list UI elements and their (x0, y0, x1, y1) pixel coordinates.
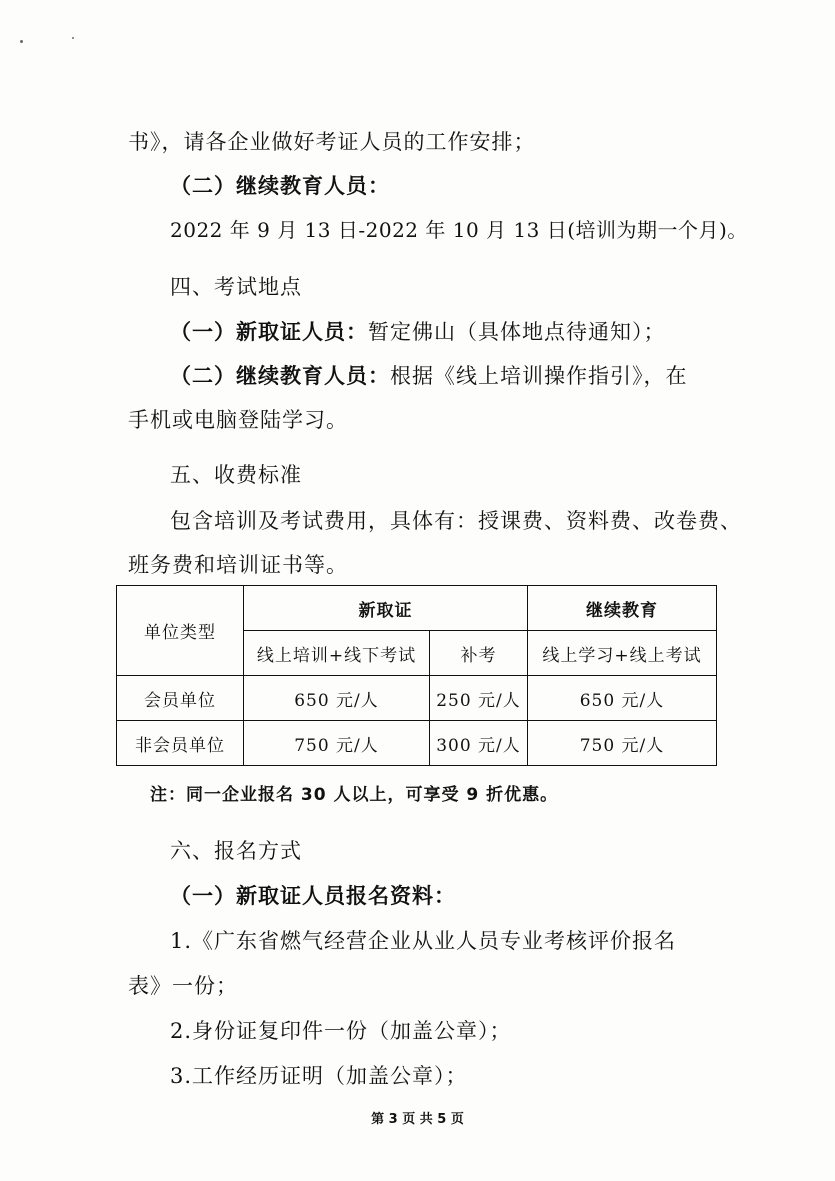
subheader-online-online: 线上学习+线上考试 (528, 631, 717, 676)
section-heading: 四、考试地点 (170, 275, 302, 299)
paragraph-line: 班务费和培训证书等。 (128, 553, 348, 577)
table-row (117, 721, 717, 766)
row-unit-type: 非会员单位 (117, 721, 244, 766)
subheader-makeup: 补考 (430, 631, 528, 676)
paragraph-line (170, 316, 666, 346)
section-heading: 六、报名方式 (170, 839, 302, 863)
section-heading: 五、收费标准 (170, 463, 302, 487)
header-unit-type: 单位类型 (117, 586, 244, 676)
item-text: 暂定佛山（具体地点待通知）； (368, 320, 666, 344)
header-new-cert: 新取证 (244, 586, 528, 631)
paragraph-line: 书》，请各企业做好考证人员的工作安排； (128, 130, 536, 154)
paragraph-line: 包含培训及考试费用，具体有：授课费、资料费、改卷费、 (170, 509, 742, 533)
subheader-online-offline: 线上培训+线下考试 (244, 631, 430, 676)
row-fee: 300 元/人 (430, 721, 528, 766)
subsection-heading: （二）继续教育人员： (170, 174, 390, 198)
paragraph-line: 2022 年 9 月 13 日-2022 年 10 月 13 日(培训为期一个月)。 (170, 218, 748, 242)
row-unit-type: 会员单位 (117, 676, 244, 721)
row-fee: 650 元/人 (528, 676, 717, 721)
fee-table (116, 585, 717, 766)
row-fee: 750 元/人 (528, 721, 717, 766)
list-item: 1.《广东省燃气经营企业从业人员专业考核评价报名 (170, 929, 677, 953)
list-item: 表》一份； (128, 974, 238, 998)
scan-speck (72, 37, 74, 39)
subsection-heading: （一）新取证人员报名资料： (170, 884, 456, 908)
page-number: 第 3 页 共 5 页 (371, 1112, 464, 1127)
list-item: 3.工作经历证明（加盖公章）； (170, 1064, 468, 1088)
table-row (117, 676, 717, 721)
paragraph-line: 手机或电脑登陆学习。 (128, 408, 348, 432)
scan-speck (20, 40, 23, 43)
discount-note: 注：同一企业报名 30 人以上，可享受 9 折优惠。 (150, 785, 559, 805)
item-label: （一）新取证人员： (170, 320, 368, 344)
row-fee: 650 元/人 (244, 676, 430, 721)
header-continuing: 继续教育 (528, 586, 717, 631)
row-fee: 250 元/人 (430, 676, 528, 721)
list-item: 2.身份证复印件一份（加盖公章）； (170, 1019, 512, 1043)
item-text: 根据《线上培训操作指引》，在 (390, 364, 688, 388)
paragraph-line (170, 360, 688, 390)
item-label: （二）继续教育人员： (170, 364, 390, 388)
row-fee: 750 元/人 (244, 721, 430, 766)
table-header-row (117, 586, 717, 631)
